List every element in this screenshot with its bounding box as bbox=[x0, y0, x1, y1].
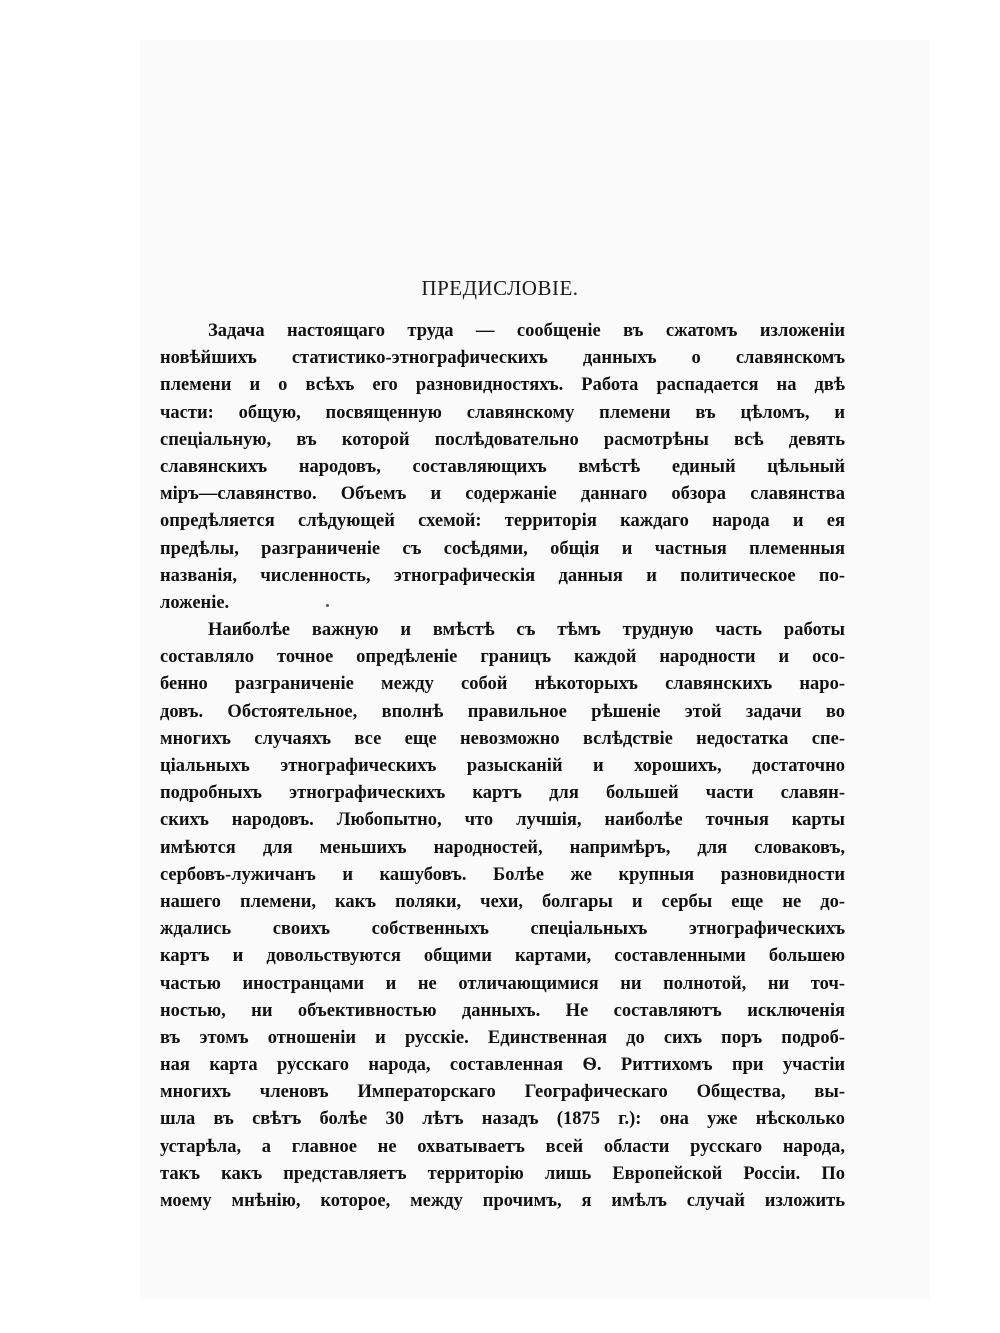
page-title: ПРЕДИСЛОВІЕ. bbox=[421, 276, 579, 300]
text-line: сербовъ-лужичанъ и кашубовъ. Болѣе же крупныя разновидности bbox=[160, 864, 845, 885]
text-line: ціальныхъ этнографическихъ разысканій и хорошихъ, достаточно bbox=[160, 756, 845, 776]
text-line: частью иностранцами и не отличающимися ни полнотой, ни точ- bbox=[160, 973, 845, 994]
text-line: новѣйшихъ статистико-этнографическихъ данныхъ о славянскомъ bbox=[160, 348, 845, 369]
text-line: нашего племени, какъ поляки, чехи, болгары и сербы еще не до- bbox=[160, 891, 845, 912]
text-line: названія, численность, этнографическія данныя и политическое по- bbox=[160, 565, 845, 586]
text-line: многихъ случаяхъ все еще невозможно вслѣдствіе недостатка спе- bbox=[160, 728, 845, 749]
text-line: подробныхъ этнографическихъ картъ для большей части славян- bbox=[160, 783, 845, 804]
text-line: Наиболѣе важную и вмѣстѣ съ тѣмъ трудную часть работы bbox=[208, 620, 845, 641]
text-line: моему мнѣнію, которое, между прочимъ, я имѣлъ случай изложить bbox=[160, 1191, 845, 1211]
text-line: опредѣляется слѣдующей схемой: территорія каждаго народа и ея bbox=[160, 511, 845, 532]
text-line: ложеніе. bbox=[160, 592, 230, 613]
text-line: ная карта русскаго народа, составленная Ѳ. Риттихомъ при участіи bbox=[160, 1055, 845, 1076]
text-line: ждались своихъ собственныхъ спеціальныхъ этнографическихъ bbox=[160, 919, 845, 940]
text-line: имѣются для меньшихъ народностей, напримѣръ, для словаковъ, bbox=[160, 837, 845, 858]
text-line: міръ—славянство. Объемъ и содержаніе даннаго обзора славянства bbox=[160, 484, 845, 505]
text-line: ностью, ни объективностью данныхъ. Не составляютъ исключенія bbox=[160, 1000, 845, 1021]
text-line: составляло точное опредѣленіе границъ каждой народности и осо- bbox=[160, 647, 845, 668]
text-line: части: общую, посвященную славянскому племени въ цѣломъ, и bbox=[160, 402, 845, 423]
text-line: скихъ народовъ. Любопытно, что лучшія, наиболѣе точныя карты bbox=[160, 810, 845, 831]
text-line: предѣлы, разграниченіе съ сосѣдями, общія и частныя племенныя bbox=[160, 538, 845, 559]
text-line: картъ и довольствуются общими картами, составленными большею bbox=[160, 946, 845, 967]
text-line: Задача настоящаго труда — сообщеніе въ сжатомъ изложеніи bbox=[208, 321, 845, 341]
text-line: племени и о всѣхъ его разновидностяхъ. Работа распадается на двѣ bbox=[160, 375, 845, 396]
text-line: славянскихъ народовъ, составляющихъ вмѣстѣ единый цѣльный bbox=[160, 456, 845, 477]
text-line: спеціальную, въ которой послѣдовательно расмотрѣны всѣ девять bbox=[160, 429, 845, 450]
body-text bbox=[160, 318, 845, 1215]
text-line: устарѣла, а главное не охватываетъ всей области русскаго народа, bbox=[160, 1136, 845, 1157]
text-line: многихъ членовъ Императорскаго Географическаго Общества, вы- bbox=[160, 1082, 845, 1103]
text-line: шла въ свѣтъ болѣе 30 лѣтъ назадъ (1875 г.): она уже нѣсколько bbox=[160, 1109, 845, 1130]
text-line: въ этомъ отношеніи и русскіе. Единственная до сихъ поръ подроб- bbox=[160, 1027, 845, 1048]
scan-speck bbox=[326, 604, 329, 607]
text-line: бенно разграниченіе между собой нѣкоторыхъ славянскихъ наро- bbox=[160, 674, 845, 695]
text-line: довъ. Обстоятельное, вполнѣ правильное рѣшеніе этой задачи во bbox=[160, 701, 845, 722]
text-line: такъ какъ представляетъ территорію лишь Европейской Россіи. По bbox=[160, 1163, 845, 1184]
